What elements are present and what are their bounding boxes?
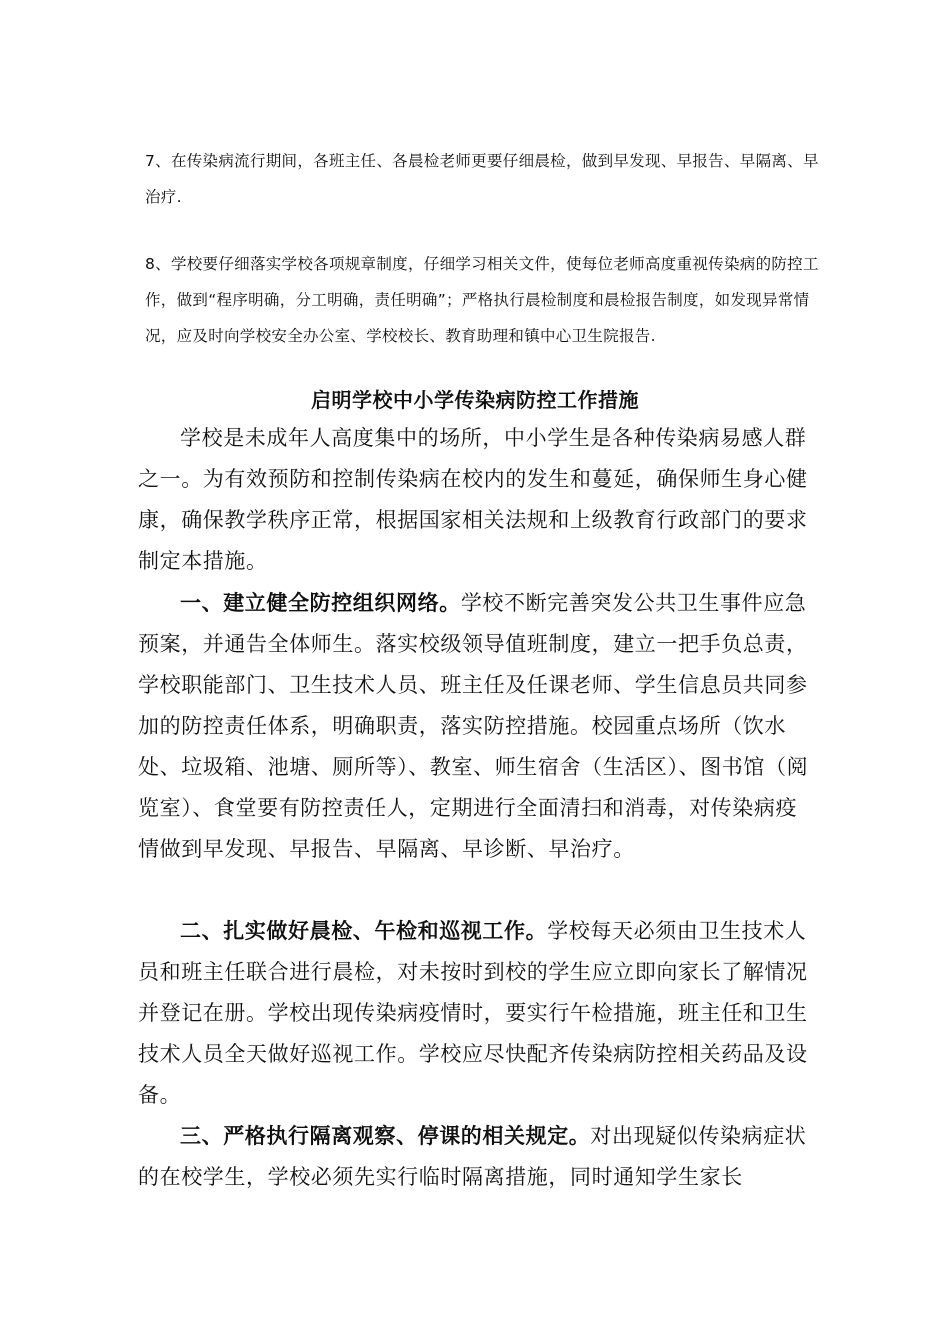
list-item-8: 8、学校要仔细落实学校各项规章制度，仔细学习相关文件，使每位老师高度重视传染病的防控工作，做到“程序明确，分工明确，责任明确”；严格执行晨检制度和晨检报告制度，如发现异常情况，应及时向学校安全办公室、学校校长、教育助理和镇中心卫生院报告. — [145, 255, 819, 345]
measure-1-paragraph — [138, 583, 810, 870]
measure-3-paragraph — [138, 1116, 810, 1198]
intro-text: 学校是未成年人高度集中的场所，中小学生是各种传染病易感人群之一。为有效预防和控制传染病在校内的发生和蔓延，确保师生身心健康，确保教学秩序正常，根据国家相关法规和上级教育行政部门的要求制定本措施。 — [138, 426, 808, 573]
measure-3-heading: 三、严格执行隔离观察、停课的相关规定。 — [180, 1124, 591, 1148]
measure-1-text: 学校不断完善突发公共卫生事件应急预案，并通告全体师生。落实校级领导值班制度，建立一把手负总责，学校职能部门、卫生技术人员、班主任及任课老师、学生信息员共同参加的防控责任体系，明确职责，落实防控措施。校园重点场所（饮水处、垃圾箱、池塘、厕所等）、教室、师生宿舍（生活区）、图书馆（阅览室）、食堂要有防控责任人，定期进行全面清扫和消毒，对传染病疫情做到早发现、早报告、早隔离、早诊断、早治疗。 — [138, 591, 809, 861]
intro-paragraph — [138, 418, 810, 582]
list-item-7: 7、在传染病流行期间，各班主任、各晨检老师更要仔细晨检，做到早发现、早报告、早隔离、早治疗. — [145, 152, 819, 206]
section-title: 启明学校中小学传染病防控工作措施 — [311, 388, 639, 412]
measure-2-paragraph — [138, 911, 810, 1116]
measure-2-heading: 二、扎实做好晨检、午检和巡视工作。 — [180, 919, 548, 943]
measure-1-heading: 一、建立健全防控组织网络。 — [180, 591, 461, 615]
measure-3-text: 对出现疑似传染病症状的在校学生，学校必须先实行临时隔离措施，同时通知学生家长 — [138, 1124, 807, 1189]
measure-2-text: 学校每天必须由卫生技术人员和班主任联合进行晨检，对未按时到校的学生应立即向家长了解情况并登记在册。学校出现传染病疫情时，要实行午检措施，班主任和卫生技术人员全天做好巡视工作。学校应尽快配齐传染病防控相关药品及设备。 — [138, 919, 808, 1107]
